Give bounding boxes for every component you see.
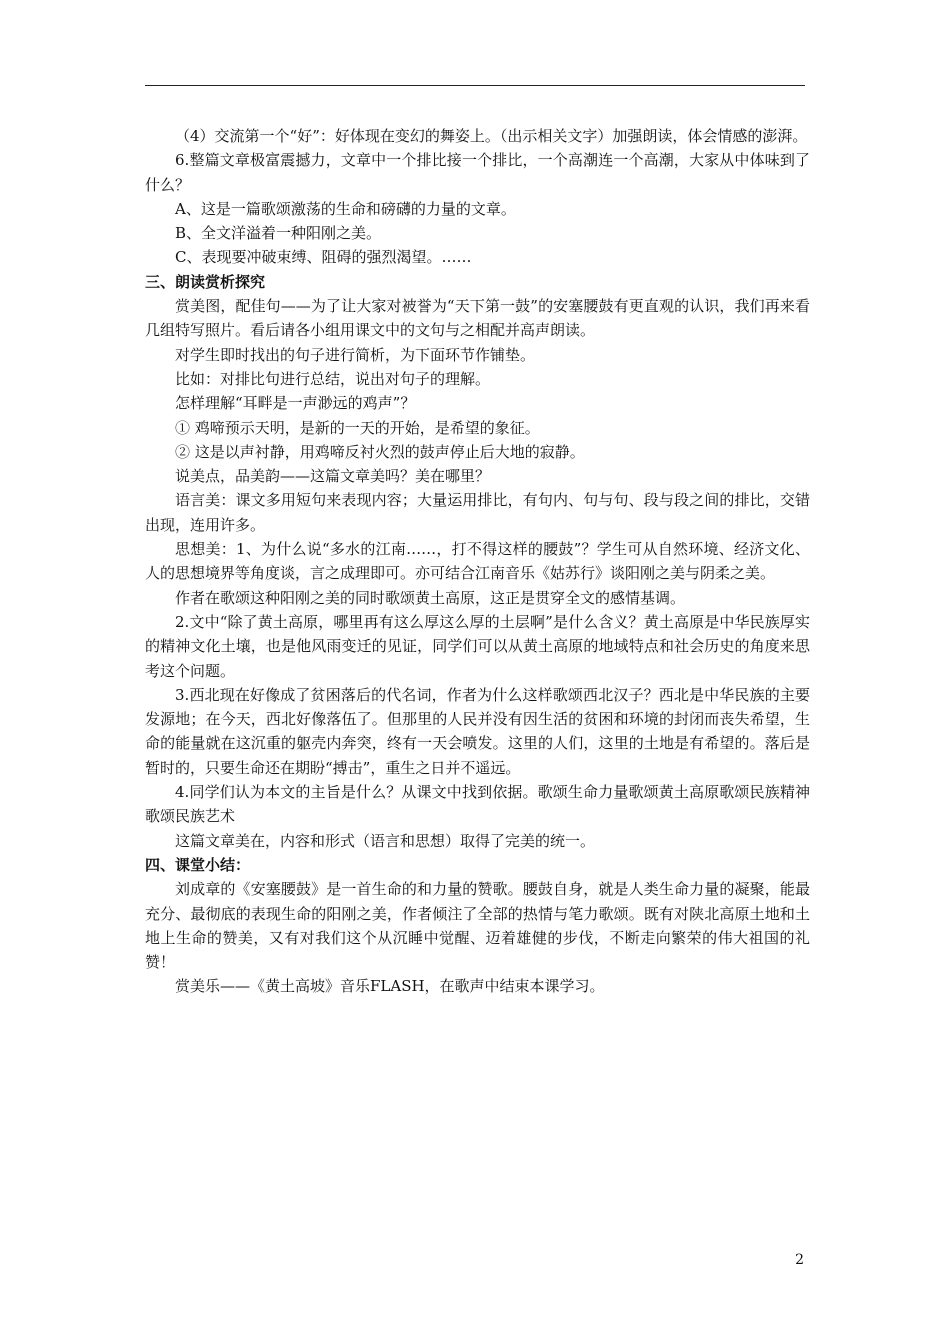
list-item: A、这是一篇歌颂激荡的生命和磅礴的力量的文章。	[175, 199, 516, 218]
paragraph: 3.西北现在好像成了贫困落后的代名词，作者为什么这样歌颂西北汉子？西北是中华民族的主要发源地；在今天，西北好像落伍了。但那里的人民并没有因生活的贫困和环境的封闭而丧失希望，生命的能量就在这沉重的躯壳内奔突，终有一天会喷发。这里的人们，这里的土地是有希望的。落后是暂时的，只要生命还在期盼“搏击”，重生之日并不遥远。	[145, 685, 810, 777]
paragraph: 4.同学们认为本文的主旨是什么？从课文中找到依据。歌颂生命力量歌颂黄土高原歌颂民族精神歌颂民族艺术	[145, 783, 810, 826]
paragraph: 对学生即时找出的句子进行简析，为下面环节作铺垫。	[175, 345, 536, 364]
list-item: ② 这是以声衬静，用鸡啼反衬火烈的鼓声停止后大地的寂静。	[175, 442, 585, 461]
section-heading: 三、朗读赏析探究	[145, 272, 266, 291]
paragraph: 6.整篇文章极富震撼力，文章中一个排比接一个排比，一个高潮连一个高潮，大家从中体味到了什么？	[145, 151, 810, 194]
paragraph: 思想美：1、为什么说“多水的江南……，打不得这样的腰鼓”？学生可从自然环境、经济文化、人的思想境界等角度谈，言之成理即可。亦可结合江南音乐《姑苏行》谈阳刚之美与阴柔之美。	[145, 540, 810, 583]
header-rule	[145, 85, 805, 86]
paragraph: 说美点，品美韵——这篇文章美吗？美在哪里？	[175, 467, 491, 486]
paragraph: 语言美：课文多用短句来表现内容；大量运用排比，有句内、句与句、段与段之间的排比，交错出现，连用许多。	[145, 491, 810, 534]
section-heading: 四、课堂小结：	[145, 855, 251, 874]
paragraph: 2.文中“除了黄土高原，哪里再有这么厚这么厚的土层啊”是什么含义？黄土高原是中华民族厚实的精神文化土壤，也是他风雨变迁的见证，同学们可以从黄土高原的地域特点和社会历史的角度来思考这个问题。	[145, 612, 810, 680]
paragraph: 赏美乐——《黄土高坡》音乐FLASH，在歌声中结束本课学习。	[175, 977, 605, 996]
document-body	[145, 124, 810, 999]
paragraph: 作者在歌颂这种阳刚之美的同时歌颂黄土高原，这正是贯穿全文的感情基调。	[175, 588, 686, 607]
paragraph: 刘成章的《安塞腰鼓》是一首生命的和力量的赞歌。腰鼓自身，就是人类生命力量的凝聚，能最充分、最彻底的表现生命的阳刚之美，作者倾注了全部的热情与笔力歌颂。既有对陕北高原土地和土地上生命的赞美，又有对我们这个从沉睡中觉醒、迈着雄健的步伐，不断走向繁荣的伟大祖国的礼赞！	[145, 880, 810, 972]
paragraph: 赏美图，配佳句——为了让大家对被誉为“天下第一鼓”的安塞腰鼓有更直观的认识，我们再来看几组特写照片。看后请各小组用课文中的文句与之相配并高声朗读。	[145, 297, 810, 340]
list-item: C、表现要冲破束缚、阻碍的强烈渴望。……	[175, 248, 472, 267]
paragraph: 怎样理解“耳畔是一声渺远的鸡声”？	[175, 394, 416, 413]
list-item: ① 鸡啼预示天明，是新的一天的开始，是希望的象征。	[175, 418, 540, 437]
paragraph: （4）交流第一个“好”：好体现在变幻的舞姿上。（出示相关文字）加强朗读，体会情感的澎湃。	[175, 127, 808, 145]
page-number: 2	[795, 1252, 804, 1268]
paragraph: 这篇文章美在，内容和形式（语言和思想）取得了完美的统一。	[175, 831, 596, 850]
paragraph: 比如：对排比句进行总结，说出对句子的理解。	[175, 369, 491, 388]
list-item: B、全文洋溢着一种阳刚之美。	[175, 224, 382, 243]
